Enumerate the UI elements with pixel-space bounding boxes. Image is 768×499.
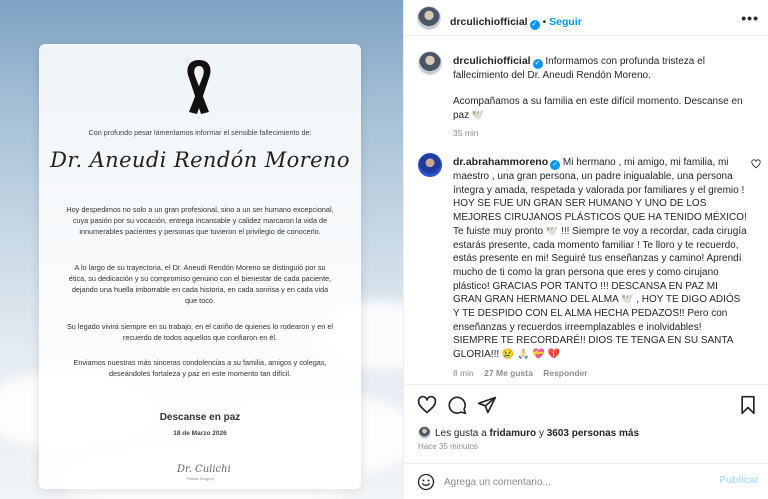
card-date: 18 de Marzo 2026 (173, 430, 227, 437)
card-intro: Con profundo pesar lamentamos informar el sensible fallecimiento de: (88, 128, 312, 137)
follow-button[interactable]: Seguir (549, 16, 582, 28)
card-closing: Descanse en paz (159, 412, 241, 423)
author-avatar[interactable] (417, 6, 441, 30)
post-timestamp[interactable]: Hace 35 minutos (418, 442, 479, 451)
card-paragraph: A lo largo de su trayectoria, el Dr. Aneudi Rendón Moreno se distinguió por su ética, su dedicación y su compromiso genuino con el bienestar de cada paciente, dejando una huella imborrable en cada historia, en cada sonrisa y en cada vida que tocó. (68, 263, 332, 305)
liker-username[interactable]: fridamuro (489, 428, 537, 439)
author-username[interactable]: drculichiofficial (450, 16, 528, 28)
caption-username[interactable]: drculichiofficial (453, 55, 531, 67)
verified-icon: ✓ (533, 59, 543, 69)
share-icon[interactable] (477, 395, 497, 415)
card-signature-subtitle: Plastic Surgery (187, 476, 214, 481)
heart-icon[interactable] (417, 395, 437, 415)
reply-button[interactable]: Responder (543, 367, 588, 378)
commenter-avatar[interactable] (418, 153, 442, 177)
publish-button[interactable]: Publicar (719, 475, 759, 486)
post-actions (404, 384, 768, 426)
more-options-icon[interactable]: ••• (741, 10, 759, 26)
caption-line2: Acompañamos a su familia en este difícil momento. Descanse en paz 🕊️ (453, 96, 743, 121)
comment-icon[interactable] (447, 395, 467, 415)
card-paragraph: Enviamos nuestras más sinceras condolencias a su familia, amigos y colegas, deseándoles fortaleza y paz en este momento tan difícil. (73, 358, 327, 378)
comment-text: Mi hermano , mi amigo, mi familia, mi maestro , una gran persona, un padre inigualable, una persona íntegra y amada, respetada y valorada por familiares y el gremio ! HOY SE FUE UN GRAN SER HUMANO Y UNO DE LOS MEJORES CIRUJANOS PLÁSTICOS QUE HA TENIDO MÉXICO! Te fuiste muy pronto 🕊️ !!! Siempre te voy a recordar, cada cirugía estarás presente, cada momento familiar ! Te lloro y te recuerdo, estás presente en mi! Seguiré tus enseñanzas y camino! Aprendí mucho de ti como la gran persona que eres y como cirujano plástico! GRACIAS POR TANTO !!! DESCANSA EN PAZ MI GRAN GRAN HERMANO DEL ALMA 🕊️ , HOY TE DIGO ADIÓS Y TE DESPIDO CON EL ALMA HECHA PEDAZOS!! Pero con enseñanzas y recuerdos irreemplazables e inolvidables! SIEMPRE TE RECORDARÉ!! DIOS TE TENGA EN SU SANTA GLORIA!!! 😢 🙏🏻 💝 💔 (453, 157, 747, 361)
commenter-username[interactable]: dr.abrahammoreno (453, 156, 549, 168)
likes-count[interactable]: 3603 personas más (546, 428, 640, 439)
card-paragraph: Su legado vivirá siempre en su trabajo, en el cariño de quienes lo rodearon y en el recuerdo de todos aquellos que confiaron en él. (66, 322, 334, 342)
comment-like-icon[interactable] (751, 159, 761, 169)
mourning-ribbon-icon (179, 56, 219, 118)
post-header (404, 0, 768, 36)
caption-line1: Informamos con profunda tristeza el fallecimiento del Dr. Aneudi Rendón Moreno. (453, 56, 705, 81)
deceased-name: Dr. Aneudi Rendón Moreno (50, 148, 350, 172)
condolence-card (39, 44, 361, 489)
post-sidebar (403, 0, 768, 499)
comment-likes[interactable]: 27 Me gusta (484, 367, 533, 378)
comment-input[interactable] (444, 473, 704, 491)
verified-icon: ✓ (530, 20, 540, 30)
likes-prefix: Les gusta a (435, 428, 487, 439)
caption-text (453, 55, 743, 141)
comment-time: 8 min (453, 367, 474, 378)
caption-avatar[interactable] (418, 51, 442, 75)
comment-meta (453, 367, 749, 381)
card-signature-logo: Dr. Culichi (177, 464, 231, 475)
card-paragraph: Hoy despedimos no solo a un gran profesional, sino a un ser humano excepcional, cuya pasión por su vocación, entrega incansable y calidez marcaron la vida de innumerables pacientes y personas que tuvieron el privilegio de conocerlo. (66, 205, 334, 236)
comment-body (453, 156, 749, 381)
emoji-icon[interactable] (417, 473, 435, 491)
verified-icon: ✓ (550, 160, 560, 170)
header-user-row (450, 12, 582, 30)
likes-joiner: y (538, 428, 544, 439)
comment-composer (404, 463, 768, 499)
separator-dot: • (542, 17, 547, 28)
caption-time: 35 min (453, 128, 479, 139)
likes-summary (418, 426, 639, 439)
liker-avatar[interactable] (418, 426, 431, 439)
bookmark-icon[interactable] (738, 395, 758, 415)
